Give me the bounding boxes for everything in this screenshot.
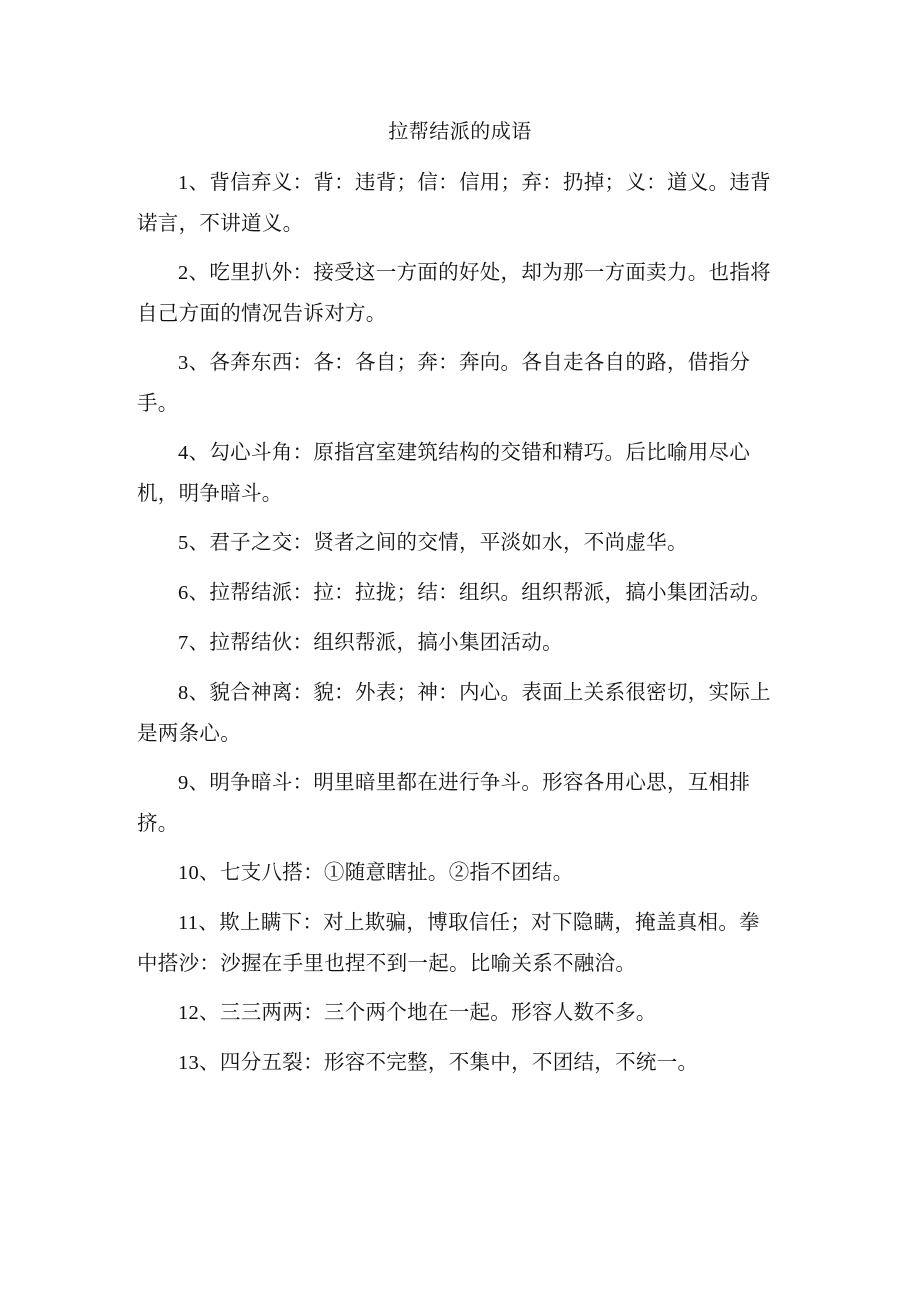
idiom-entry-7: [137, 622, 777, 663]
entry-number: 10: [178, 862, 200, 884]
entry-number: 3: [178, 352, 189, 374]
document-title: 拉帮结派的成语: [388, 119, 532, 143]
entry-number: 11: [178, 912, 199, 934]
idiom-entry-13: [137, 1042, 777, 1083]
entry-number: 2: [178, 262, 189, 284]
idiom-entry-9: [137, 762, 777, 843]
entry-number: 9: [178, 772, 189, 794]
entry-number: 12: [178, 1002, 200, 1024]
idiom-entry-3: [137, 342, 777, 423]
entry-text: 、君子之交：贤者之间的交情，平淡如水，不尚虚华。: [188, 530, 688, 554]
entry-text: 、欺上瞒下：对上欺骗，博取信任；对下隐瞒，掩盖真相。拳中搭沙：沙握在手里也捏不到一起。比喻关系不融洽。: [137, 910, 760, 975]
entry-number: 13: [178, 1052, 200, 1074]
idiom-entry-5: [137, 522, 777, 563]
entry-text: 、拉帮结派：拉：拉拢；结：组织。组织帮派，搞小集团活动。: [188, 580, 771, 604]
entry-number: 7: [178, 632, 189, 654]
idiom-list: [137, 162, 777, 1092]
idiom-entry-12: [137, 992, 777, 1033]
entry-text: 、各奔东西：各：各自；奔：奔向。各自走各自的路，借指分手。: [137, 350, 751, 415]
idiom-entry-10: [137, 852, 777, 893]
entry-number: 5: [178, 532, 189, 554]
entry-text: 、四分五裂：形容不完整，不集中，不团结，不统一。: [199, 1050, 699, 1074]
idiom-entry-11: [137, 902, 777, 983]
entry-text: 、拉帮结伙：组织帮派，搞小集团活动。: [188, 630, 563, 654]
entry-text: 、勾心斗角：原指宫室建筑结构的交错和精巧。后比喻用尽心机，明争暗斗。: [137, 440, 751, 505]
entry-number: 6: [178, 582, 189, 604]
entry-number: 4: [178, 442, 189, 464]
entry-text: 、貌合神离：貌：外表；神：内心。表面上关系很密切，实际上是两条心。: [137, 680, 771, 745]
idiom-entry-8: [137, 672, 777, 753]
entry-number: 8: [178, 682, 189, 704]
idiom-entry-6: [137, 572, 777, 613]
idiom-entry-4: [137, 432, 777, 513]
idiom-entry-1: [137, 162, 777, 243]
entry-text: 、明争暗斗：明里暗里都在进行争斗。形容各用心思，互相排挤。: [137, 770, 751, 835]
entry-text: 、七支八搭：①随意瞎扯。②指不团结。: [199, 860, 574, 884]
entry-text: 、背信弃义：背：违背；信：信用；弃：扔掉；义：道义。违背诺言，不讲道义。: [137, 170, 771, 235]
idiom-entry-2: [137, 252, 777, 333]
entry-text: 、吃里扒外：接受这一方面的好处，却为那一方面卖力。也指将自己方面的情况告诉对方。: [137, 260, 771, 325]
entry-number: 1: [178, 172, 189, 194]
entry-text: 、三三两两：三个两个地在一起。形容人数不多。: [199, 1000, 657, 1024]
